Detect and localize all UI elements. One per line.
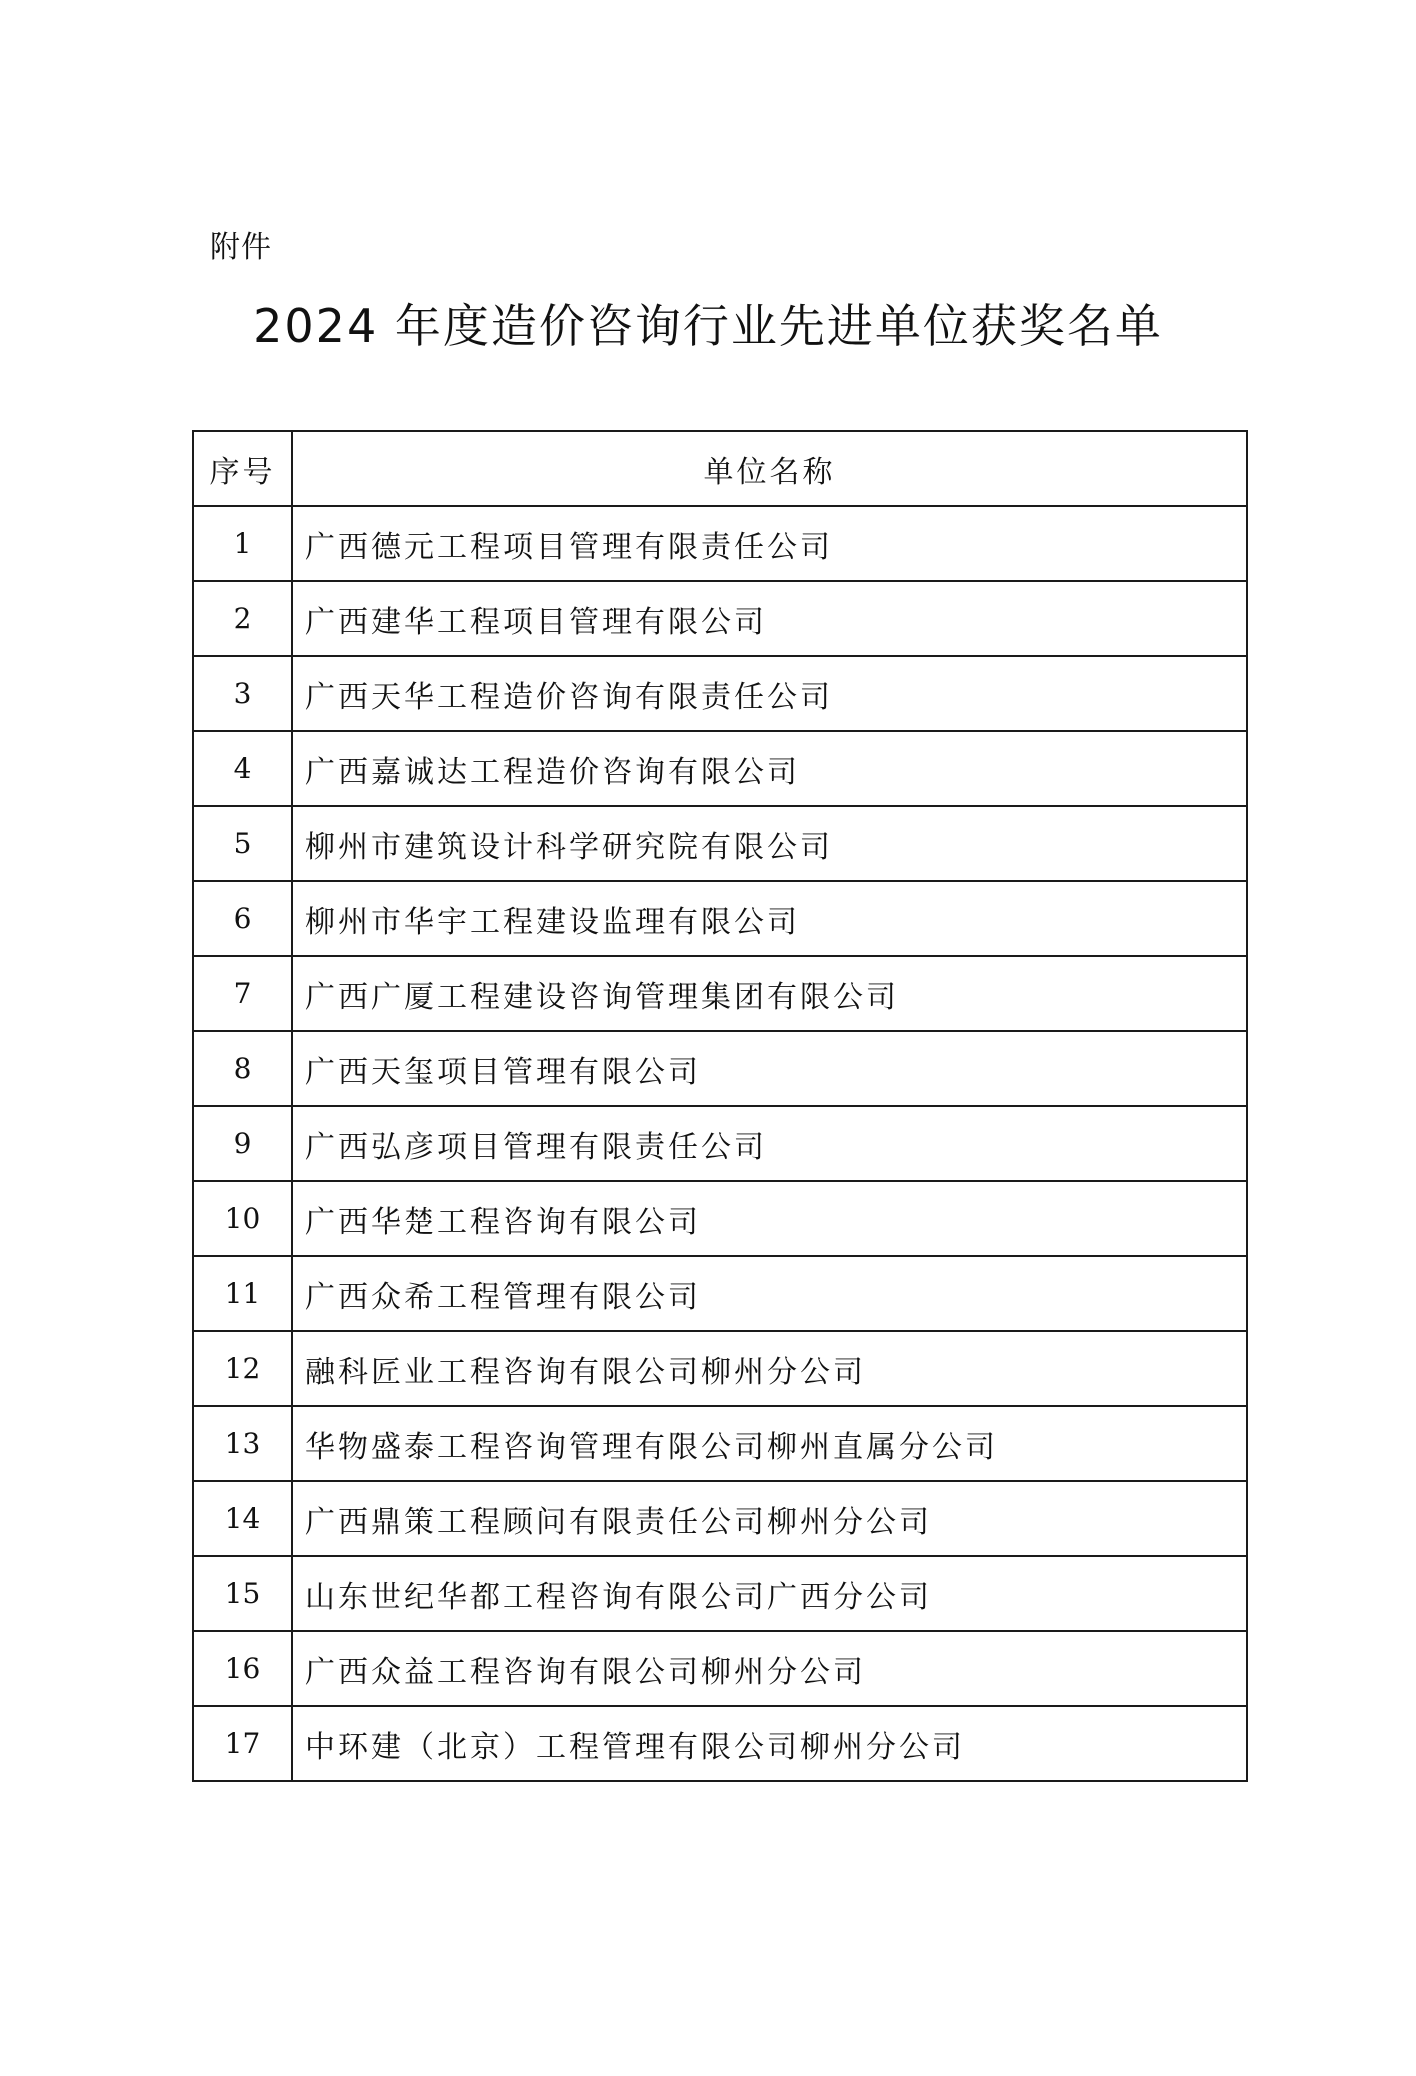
table-row [193,1331,1247,1406]
row-number: 4 [193,731,292,806]
row-number: 10 [193,1181,292,1256]
table-row [193,656,1247,731]
unit-name: 华物盛泰工程咨询管理有限公司柳州直属分公司 [292,1406,1247,1481]
unit-name: 广西建华工程项目管理有限公司 [292,581,1247,656]
table-row [193,806,1247,881]
table-row [193,506,1247,581]
table-row [193,881,1247,956]
header-number: 序号 [193,431,292,506]
table-row [193,1181,1247,1256]
row-number: 13 [193,1406,292,1481]
unit-name: 广西众益工程咨询有限公司柳州分公司 [292,1631,1247,1706]
unit-name: 广西众希工程管理有限公司 [292,1256,1247,1331]
row-number: 8 [193,1031,292,1106]
row-number: 17 [193,1706,292,1781]
table-row [193,581,1247,656]
annex-label: 附件 [210,230,272,265]
row-number: 14 [193,1481,292,1556]
unit-name: 广西鼎策工程顾问有限责任公司柳州分公司 [292,1481,1247,1556]
table-row [193,1481,1247,1556]
document-title: 2024 年度造价咨询行业先进单位获奖名单 [253,299,1163,353]
unit-name: 广西华楚工程咨询有限公司 [292,1181,1247,1256]
unit-name: 广西德元工程项目管理有限责任公司 [292,506,1247,581]
unit-name: 广西嘉诚达工程造价咨询有限公司 [292,731,1247,806]
row-number: 15 [193,1556,292,1631]
table-row [193,1631,1247,1706]
unit-name: 山东世纪华都工程咨询有限公司广西分公司 [292,1556,1247,1631]
table-row [193,1406,1247,1481]
row-number: 9 [193,1106,292,1181]
row-number: 16 [193,1631,292,1706]
row-number: 2 [193,581,292,656]
header-unit-name: 单位名称 [292,431,1247,506]
unit-name: 融科匠业工程咨询有限公司柳州分公司 [292,1331,1247,1406]
row-number: 1 [193,506,292,581]
table-header-row [193,431,1247,506]
unit-name: 广西广厦工程建设咨询管理集团有限公司 [292,956,1247,1031]
unit-name: 广西天玺项目管理有限公司 [292,1031,1247,1106]
table-row [193,956,1247,1031]
row-number: 5 [193,806,292,881]
table-row [193,1031,1247,1106]
table-row [193,1706,1247,1781]
unit-name: 广西天华工程造价咨询有限责任公司 [292,656,1247,731]
unit-name: 柳州市华宇工程建设监理有限公司 [292,881,1247,956]
table-row [193,1256,1247,1331]
unit-name: 中环建（北京）工程管理有限公司柳州分公司 [292,1706,1247,1781]
unit-name: 柳州市建筑设计科学研究院有限公司 [292,806,1247,881]
row-number: 12 [193,1331,292,1406]
row-number: 3 [193,656,292,731]
table-row [193,731,1247,806]
table-row [193,1106,1247,1181]
unit-name: 广西弘彦项目管理有限责任公司 [292,1106,1247,1181]
table-body [193,506,1247,1781]
row-number: 6 [193,881,292,956]
row-number: 11 [193,1256,292,1331]
row-number: 7 [193,956,292,1031]
award-table [192,430,1248,1782]
table-row [193,1556,1247,1631]
